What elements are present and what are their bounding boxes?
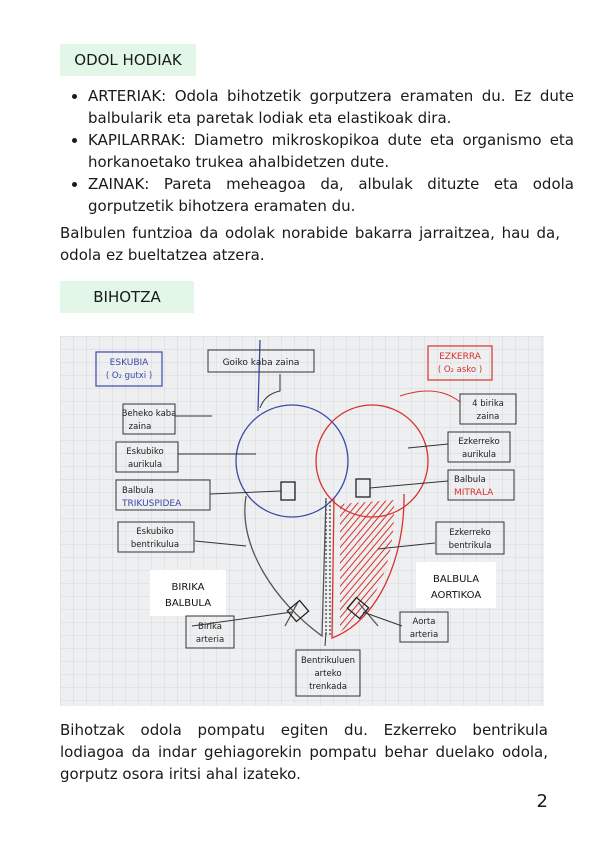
section-title-heart-text: BIHOTZA xyxy=(93,288,161,306)
left-side-title: EZKERRA xyxy=(439,352,481,362)
right-ventricle-label-2: bentrikulua xyxy=(130,540,180,550)
septum-label-2: arteko xyxy=(314,669,342,679)
pulmonary-valve-callout xyxy=(150,570,226,616)
septum-label-3: trenkada xyxy=(309,682,347,692)
aortic-valve-callout xyxy=(416,562,496,608)
pulmonary-valve-label-2: BALBULA xyxy=(164,598,212,609)
aorta-label-1: Aorta xyxy=(412,617,436,627)
aorta-label-2: arteria xyxy=(409,630,439,640)
left-atrium-label-1: Ezkerreko xyxy=(458,437,500,447)
lower-vein-label-1: Beheko kaba xyxy=(121,409,177,419)
lower-vein-label-2: zaina xyxy=(128,422,152,432)
right-side-note: ( O₂ gutxi ) xyxy=(105,371,153,381)
vessel-list xyxy=(66,85,574,217)
aortic-valve-label-2: AORTIKOA xyxy=(430,590,482,601)
valves-paragraph: Balbulen funtzioa da odolak norabide bakarra jarraitzea, hau da, odola ez bueltatzea atzera. xyxy=(60,224,560,264)
septum-label-1: Bentrikuluen xyxy=(300,656,356,666)
pulmonary-veins-label-2: zaina xyxy=(476,412,500,422)
list-item-veins: • ZAINAK: Pareta meheagoa da, albulak dituzte eta odola gorputzetik bihotzera eramaten du. xyxy=(88,173,574,217)
left-atrium-label-2: aurikula xyxy=(461,450,497,460)
heart-diagram xyxy=(60,336,544,706)
pulmonary-artery-label-1: Birika xyxy=(197,622,223,632)
pulmonary-valve-label-1: BIRIKA xyxy=(171,582,205,593)
left-ventricle-label-2: bentrikula xyxy=(448,541,492,551)
mitral-label-2: MITRALA xyxy=(454,488,494,498)
aortic-valve-label-1: BALBULA xyxy=(432,574,480,585)
mitral-label-1: Balbula xyxy=(454,475,486,485)
list-item-arteries: • ARTERIAK: Odola bihotzetik gorputzera eramaten du. Ez dute balbularik eta paretak lodiak eta elastikoak dira. xyxy=(88,85,574,129)
heart-paragraph: Bihotzak odola pompatu egiten du. Ezkerreko bentrikula lodiagoa da indar gehiagorekin pompatu behar duelako odola, gorputz osora iritsi ahal izateko. xyxy=(60,721,548,783)
list-item-capillaries: • KAPILARRAK: Diametro mikroskopikoa dute eta organismo eta horkanoetako trukea ahalbidetzen dute. xyxy=(88,129,574,173)
right-side-title: ESKUBIA xyxy=(109,358,149,368)
section-title-heart xyxy=(60,281,194,313)
tricuspid-label-2: TRIKUSPIDEA xyxy=(122,499,182,509)
pulmonary-veins-label-1: 4 birika xyxy=(472,399,504,409)
left-ventricle-label-1: Ezkerreko xyxy=(449,528,491,538)
tricuspid-label-1: Balbula xyxy=(122,486,154,496)
page-number: 2 xyxy=(536,791,548,812)
section-title-vessels xyxy=(60,44,196,76)
right-atrium-label-1: Eskubiko xyxy=(126,447,164,457)
upper-vein-label: Goiko kaba zaina xyxy=(222,358,300,368)
right-ventricle-label-1: Eskubiko xyxy=(136,527,174,537)
left-side-note: ( O₂ asko ) xyxy=(437,365,483,375)
pulmonary-artery-label-2: arteria xyxy=(195,635,225,645)
right-atrium-label-2: aurikula xyxy=(127,460,163,470)
section-title-vessels-text: ODOL HODIAK xyxy=(74,51,182,69)
